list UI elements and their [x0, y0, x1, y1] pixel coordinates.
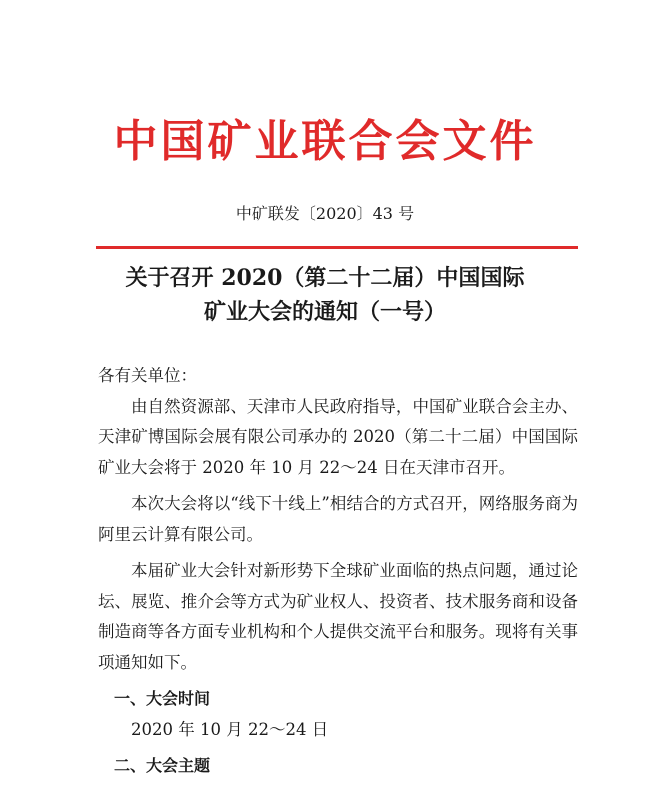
paragraph-3: 本届矿业大会针对新形势下全球矿业面临的热点问题，通过论坛、展览、推介会等方式为矿业权人、投资者、技术服务商和设备制造商等各方面专业机构和个人提供交流平台和服务。现将有关事项通知如下。 — [98, 561, 578, 672]
paragraph-2: 本次大会将以“线下十线上”相结合的方式召开，网络服务商为阿里云计算有限公司。 — [98, 494, 578, 544]
document-body — [98, 361, 578, 782]
section-1-text: 2020 年 10 月 22～24 日 — [131, 719, 329, 739]
document-number: 中矿联发〔2020〕43 号 — [235, 204, 415, 223]
notice-title-line-1: 关于召开 2020（第二十二届）中国国际 — [125, 265, 525, 291]
document-header-title: 中国矿业联合会文件 — [113, 116, 537, 167]
notice-title — [0, 261, 650, 329]
paragraph-1: 由自然资源部、天津市人民政府指导，中国矿业联合会主办、天津矿博国际会展有限公司承办的 2020（第二十二届）中国国际矿业大会将于 2020 年 10 月 22～24 日在天津市召开。 — [98, 396, 578, 477]
salutation: 各有关单位： — [98, 366, 197, 385]
section-2-heading: 二、大会主题 — [114, 756, 211, 775]
notice-title-line-2: 矿业大会的通知（一号） — [203, 299, 446, 325]
section-1-heading: 一、大会时间 — [114, 689, 211, 708]
red-divider-rule — [96, 246, 578, 249]
